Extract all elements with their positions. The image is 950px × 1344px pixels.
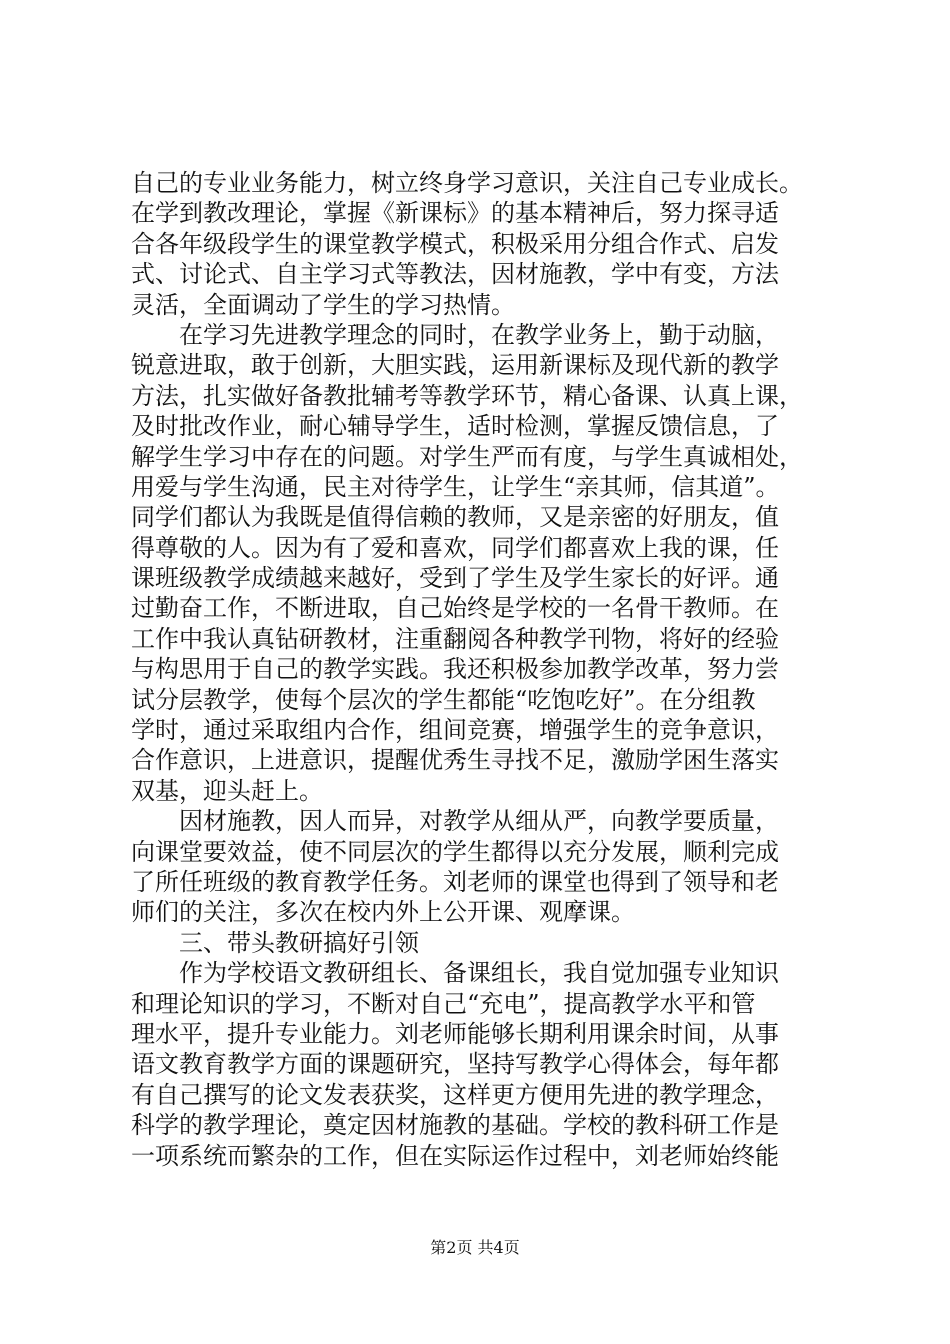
text-line: 因材施教，因人而异，对教学从细从严，向教学要质量， [131, 807, 779, 836]
text-line: 向课堂要效益，使不同层次的学生都得以充分发展，顺利完成 [131, 837, 779, 866]
text-line: 灵活，全面调动了学生的学习热情。 [131, 290, 515, 319]
text-line: 得尊敬的人。因为有了爱和喜欢，同学们都喜欢上我的课，任 [131, 533, 779, 562]
text-line: 试分层教学，使每个层次的学生都能“吃饱吃好”。在分组教 [131, 685, 756, 714]
text-line: 工作中我认真钻研教材，注重翻阅各种教学刊物，将好的经验 [131, 624, 779, 653]
text-line: 锐意进取，敢于创新，大胆实践，运用新课标及现代新的教学 [131, 351, 779, 380]
text-line: 师们的关注，多次在校内外上公开课、观摩课。 [131, 898, 635, 927]
text-line: 作为学校语文教研组长、备课组长，我自觉加强专业知识 [131, 959, 779, 988]
text-line: 在学习先进教学理念的同时，在教学业务上，勤于动脑， [131, 320, 779, 349]
text-line: 解学生学习中存在的问题。对学生严而有度，与学生真诚相处， [131, 442, 803, 471]
text-line: 过勤奋工作，不断进取，自己始终是学校的一名骨干教师。在 [131, 594, 779, 623]
text-line: 合各年级段学生的课堂教学模式，积极采用分组合作式、启发 [131, 229, 779, 258]
text-line: 课班级教学成绩越来越好，受到了学生及学生家长的好评。通 [131, 564, 779, 593]
text-line: 和理论知识的学习，不断对自己“充电”，提高教学水平和管 [131, 989, 756, 1018]
text-line: 方法，扎实做好备教批辅考等教学环节，精心备课、认真上课， [131, 381, 803, 410]
text-line: 双基，迎头赶上。 [131, 776, 323, 805]
text-line: 合作意识，上进意识，提醒优秀生寻找不足，激励学困生落实 [131, 746, 779, 775]
text-line: 学时，通过采取组内合作，组间竞赛，增强学生的竞争意识， [131, 716, 779, 745]
text-line: 语文教育教学方面的课题研究，坚持写教学心得体会，每年都 [131, 1050, 779, 1079]
text-line: 在学到教改理论，掌握《新课标》的基本精神后，努力探寻适 [131, 199, 779, 228]
text-line: 用爱与学生沟通，民主对待学生，让学生“亲其师，信其道”。 [131, 472, 780, 501]
text-line: 式、讨论式、自主学习式等教法，因材施教，学中有变，方法 [131, 260, 779, 289]
text-line: 了所任班级的教育教学任务。刘老师的课堂也得到了领导和老 [131, 867, 779, 896]
section-heading: 三、带头教研搞好引领 [131, 928, 419, 957]
text-line: 有自己撰写的论文发表获奖，这样更方便用先进的教学理念， [131, 1080, 779, 1109]
body-text [131, 168, 831, 1171]
text-line: 理水平，提升专业能力。刘老师能够长期利用课余时间，从事 [131, 1019, 779, 1048]
text-line: 及时批改作业，耐心辅导学生，适时检测，掌握反馈信息，了 [131, 412, 779, 441]
text-line: 同学们都认为我既是值得信赖的教师，又是亲密的好朋友，值 [131, 503, 779, 532]
text-line: 自己的专业业务能力，树立终身学习意识，关注自己专业成长。 [131, 169, 803, 197]
text-line: 科学的教学理论，奠定因材施教的基础。学校的教科研工作是 [131, 1111, 779, 1140]
page-footer: 第2页 共4页 [430, 1238, 520, 1257]
text-line: 与构思用于自己的教学实践。我还积极参加教学改革，努力尝 [131, 655, 779, 684]
text-line: 一项系统而繁杂的工作，但在实际运作过程中，刘老师始终能 [131, 1141, 779, 1170]
